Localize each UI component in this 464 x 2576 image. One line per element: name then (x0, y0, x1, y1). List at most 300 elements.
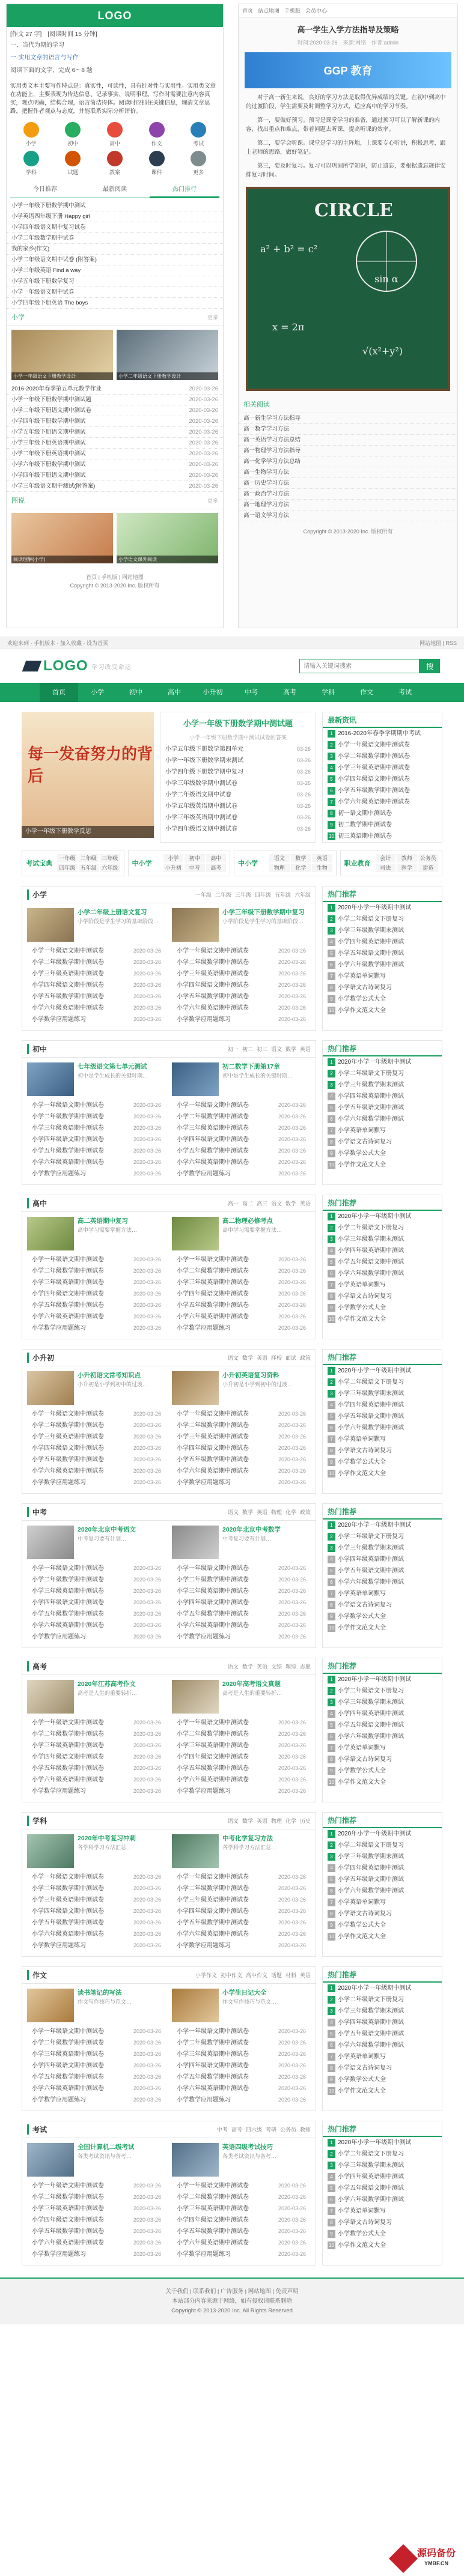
hot-item[interactable] (323, 1211, 442, 1222)
list-item[interactable] (27, 1717, 166, 1729)
list-item[interactable] (172, 1157, 311, 1168)
list-item[interactable] (172, 1145, 311, 1157)
subnav-link[interactable]: 数学 (242, 1509, 253, 1515)
quick-link[interactable]: 生物 (312, 864, 332, 872)
featured-item[interactable] (172, 1062, 311, 1096)
list-item[interactable] (172, 1014, 311, 1025)
list-item[interactable] (27, 1311, 166, 1323)
list-item[interactable] (172, 1894, 311, 1906)
featured-thumbnail[interactable] (172, 2143, 219, 2177)
list-item[interactable] (27, 1929, 166, 1940)
subnav-link[interactable]: 数学 (242, 1818, 253, 1824)
list-item[interactable] (172, 2180, 311, 2192)
list-item[interactable] (7, 287, 223, 298)
hot-item[interactable] (323, 1908, 442, 1920)
list-item[interactable] (27, 1563, 166, 1574)
subnav-link[interactable]: 语文 (227, 1664, 239, 1670)
list-item[interactable] (7, 470, 223, 481)
hot-item[interactable] (323, 1005, 442, 1016)
topbar-link[interactable]: 站点地图 (258, 8, 280, 14)
quick-link[interactable]: 三年级 (100, 854, 120, 862)
list-item[interactable] (27, 1477, 166, 1488)
subnav-link[interactable]: 语文 (270, 1201, 282, 1207)
hot-item[interactable] (323, 1291, 442, 1302)
list-item[interactable] (7, 416, 223, 427)
featured-item[interactable] (172, 1680, 311, 1714)
list-item[interactable] (172, 1431, 311, 1443)
news-item[interactable] (323, 774, 442, 785)
hot-item[interactable] (323, 1765, 442, 1777)
featured-thumbnail[interactable] (27, 1680, 74, 1714)
list-item[interactable] (172, 1311, 311, 1323)
list-item[interactable] (172, 1774, 311, 1786)
tab-recommend[interactable]: 今日推荐 (33, 186, 57, 193)
list-item[interactable] (172, 1631, 311, 1643)
list-item[interactable] (172, 2249, 311, 2260)
list-item[interactable] (27, 2071, 166, 2083)
featured-item[interactable] (27, 1834, 166, 1868)
hot-item[interactable] (323, 1268, 442, 1279)
hot-item[interactable] (323, 1302, 442, 1314)
list-item[interactable] (7, 459, 223, 470)
hot-item[interactable] (323, 1148, 442, 1159)
featured-thumbnail[interactable] (172, 908, 219, 942)
subnav-link[interactable]: 物理 (270, 1818, 282, 1824)
list-item[interactable] (7, 244, 223, 255)
hot-item[interactable] (323, 2205, 442, 2217)
list-item[interactable] (27, 1917, 166, 1929)
hot-item[interactable] (323, 2085, 442, 2097)
quick-link[interactable]: 四年级 (57, 864, 78, 872)
headline-title[interactable]: 小学一年级下册数学期中测试题 (183, 719, 293, 728)
list-item[interactable] (27, 2237, 166, 2249)
hot-item[interactable] (323, 1920, 442, 1931)
hot-item[interactable] (323, 1279, 442, 1291)
hot-item[interactable] (323, 1983, 442, 1994)
subnav-link[interactable]: 五年级 (274, 892, 291, 898)
nav-item[interactable]: 学科 (322, 689, 335, 696)
hero-slider[interactable] (22, 712, 154, 838)
related-item[interactable] (239, 446, 457, 456)
hot-item[interactable] (323, 2137, 442, 2148)
hot-item[interactable] (323, 1874, 442, 1885)
list-item[interactable] (27, 1431, 166, 1443)
quick-link[interactable]: 小升初 (163, 864, 184, 872)
subnav-link[interactable]: 英语 (256, 1509, 267, 1515)
list-item[interactable] (27, 1465, 166, 1477)
list-item[interactable] (27, 1100, 166, 1111)
nav-item[interactable]: 初中 (129, 689, 142, 696)
featured-item[interactable] (172, 1526, 311, 1559)
hot-item[interactable] (323, 1388, 442, 1399)
subnav-link[interactable]: 英语 (256, 1355, 267, 1361)
icon-grid-item[interactable] (177, 122, 219, 147)
hot-item[interactable] (323, 1125, 442, 1136)
quick-link[interactable]: 化学 (291, 864, 311, 872)
hot-item[interactable] (323, 1674, 442, 1685)
quick-link[interactable]: 五年级 (79, 864, 99, 872)
list-item[interactable] (172, 1100, 311, 1111)
list-item[interactable] (27, 2192, 166, 2203)
list-item[interactable] (172, 1563, 311, 1574)
news-item[interactable] (323, 762, 442, 774)
list-item[interactable] (27, 1586, 166, 1597)
hot-item[interactable] (323, 1068, 442, 1079)
list-item[interactable] (172, 1323, 311, 1334)
thumbnail[interactable] (117, 513, 218, 563)
featured-item[interactable] (27, 1371, 166, 1405)
subnav-link[interactable]: 二年级 (215, 892, 231, 898)
hot-item[interactable] (323, 2028, 442, 2040)
subnav-link[interactable]: 一年级 (195, 892, 212, 898)
hot-item[interactable] (323, 2051, 442, 2062)
list-item[interactable] (172, 1917, 311, 1929)
hot-item[interactable] (323, 2148, 442, 2160)
subnav-link[interactable]: 数学 (285, 1201, 296, 1207)
list-item[interactable] (172, 1454, 311, 1465)
quick-link[interactable]: 二年级 (79, 854, 99, 862)
quick-link[interactable]: 初中 (185, 854, 205, 862)
subnav-link[interactable]: 高三 (256, 1201, 267, 1207)
list-item[interactable] (27, 1443, 166, 1454)
related-item[interactable] (239, 500, 457, 511)
subnav-link[interactable]: 四年级 (254, 892, 271, 898)
list-item[interactable] (27, 1123, 166, 1134)
news-item[interactable] (323, 819, 442, 831)
hot-item[interactable] (323, 1102, 442, 1114)
list-item[interactable] (27, 1288, 166, 1300)
hot-item[interactable] (323, 1851, 442, 1862)
topbar-link[interactable]: 首页 (242, 8, 254, 14)
subnav-link[interactable]: 化学 (285, 1818, 296, 1824)
list-item[interactable] (172, 1620, 311, 1631)
quick-link[interactable]: 高中 (206, 854, 227, 862)
icon-grid-item[interactable] (10, 151, 52, 176)
list-item[interactable] (27, 1597, 166, 1608)
list-item[interactable] (172, 945, 311, 957)
subnav-link[interactable]: 英语 (299, 1201, 311, 1207)
news-item[interactable] (323, 831, 442, 842)
list-item[interactable] (172, 1254, 311, 1265)
list-item[interactable] (172, 1574, 311, 1586)
list-item[interactable] (172, 1477, 311, 1488)
list-item[interactable] (172, 1597, 311, 1608)
list-item[interactable] (27, 1871, 166, 1883)
list-item[interactable] (172, 968, 311, 980)
list-item[interactable] (172, 1300, 311, 1311)
hot-item[interactable] (323, 1697, 442, 1708)
list-item[interactable] (27, 1940, 166, 1951)
news-item[interactable] (323, 808, 442, 819)
list-item[interactable] (27, 1168, 166, 1180)
subnav-link[interactable]: 英语 (299, 1972, 311, 1978)
footer-links[interactable]: 关于我们 | 联系我们 | 广告服务 | 网站地图 | 免责声明 (165, 2288, 299, 2295)
featured-thumbnail[interactable] (172, 1834, 219, 1868)
list-item[interactable] (7, 222, 223, 233)
subnav-link[interactable]: 政策 (299, 1355, 311, 1361)
hot-item[interactable] (323, 2074, 442, 2085)
thumbnail[interactable] (11, 330, 113, 380)
featured-thumbnail[interactable] (27, 1834, 74, 1868)
subnav-link[interactable]: 三年级 (234, 892, 251, 898)
icon-grid-item[interactable] (10, 122, 52, 147)
hot-item[interactable] (323, 2194, 442, 2205)
hot-item[interactable] (323, 1079, 442, 1091)
list-item[interactable] (172, 1786, 311, 1797)
hot-item[interactable] (323, 1862, 442, 1874)
icon-grid-item[interactable] (136, 151, 178, 176)
quick-link[interactable]: 司法 (376, 864, 396, 872)
nav-item[interactable]: 高考 (283, 689, 296, 696)
hot-item[interactable] (323, 2228, 442, 2240)
subnav-link[interactable]: 历史 (299, 1818, 311, 1824)
subnav-link[interactable]: 英语 (256, 1664, 267, 1670)
subnav-link[interactable]: 高一 (227, 1201, 239, 1207)
featured-thumbnail[interactable] (172, 1217, 219, 1250)
list-item[interactable] (7, 481, 223, 492)
headline-item[interactable] (160, 778, 316, 789)
list-item[interactable] (7, 265, 223, 276)
list-item[interactable] (172, 1751, 311, 1763)
list-item[interactable] (7, 395, 223, 405)
icon-grid-item[interactable] (94, 122, 136, 147)
list-item[interactable] (7, 384, 223, 395)
list-item[interactable] (172, 1443, 311, 1454)
featured-thumbnail[interactable] (27, 2143, 74, 2177)
hot-item[interactable] (323, 2183, 442, 2194)
subnav-link[interactable]: 初二 (242, 1046, 253, 1052)
hot-item[interactable] (323, 2017, 442, 2028)
topbar-link[interactable]: 手机版 (284, 8, 301, 14)
subnav-link[interactable]: 语文 (227, 1818, 239, 1824)
quick-link[interactable]: 六年级 (100, 864, 120, 872)
subnav-link[interactable]: 教师 (299, 2127, 311, 2133)
list-item[interactable] (27, 2037, 166, 2049)
quick-link[interactable]: 一年级 (57, 854, 78, 862)
featured-thumbnail[interactable] (27, 908, 74, 942)
list-item[interactable] (172, 1871, 311, 1883)
hot-item[interactable] (323, 1365, 442, 1377)
list-item[interactable] (7, 233, 223, 244)
list-item[interactable] (27, 1014, 166, 1025)
list-item[interactable] (172, 980, 311, 991)
list-item[interactable] (172, 1608, 311, 1620)
hot-item[interactable] (323, 1411, 442, 1422)
nav-item[interactable]: 小升初 (203, 689, 223, 696)
list-item[interactable] (27, 1763, 166, 1774)
subnav-link[interactable]: 志愿 (299, 1664, 311, 1670)
hot-item[interactable] (323, 2040, 442, 2051)
quick-link[interactable]: 英语 (312, 854, 332, 862)
list-item[interactable] (172, 1265, 311, 1277)
featured-thumbnail[interactable] (27, 1217, 74, 1250)
hot-item[interactable] (323, 1091, 442, 1102)
list-item[interactable] (7, 211, 223, 222)
list-item[interactable] (27, 1300, 166, 1311)
list-item[interactable] (172, 1586, 311, 1597)
list-item[interactable] (172, 1906, 311, 1917)
subnav-link[interactable]: 数学 (242, 1664, 253, 1670)
list-item[interactable] (27, 1786, 166, 1797)
list-item[interactable] (27, 1774, 166, 1786)
featured-thumbnail[interactable] (172, 1062, 219, 1096)
list-item[interactable] (27, 1906, 166, 1917)
news-item[interactable] (323, 739, 442, 751)
nav-item[interactable]: 考试 (398, 689, 412, 696)
list-item[interactable] (27, 1145, 166, 1157)
subnav-link[interactable]: 文综 (270, 1664, 282, 1670)
featured-thumbnail[interactable] (27, 1062, 74, 1096)
link[interactable]: 一·实用文章的语言与写作 (10, 55, 79, 61)
hot-item[interactable] (323, 1234, 442, 1245)
list-item[interactable] (172, 2226, 311, 2237)
hot-item[interactable] (323, 1931, 442, 1942)
list-item[interactable] (172, 991, 311, 1002)
hot-item[interactable] (323, 2005, 442, 2017)
list-item[interactable] (172, 1883, 311, 1894)
featured-thumbnail[interactable] (27, 1371, 74, 1405)
hot-item[interactable] (323, 1554, 442, 1565)
list-item[interactable] (172, 1420, 311, 1431)
featured-item[interactable] (172, 1371, 311, 1405)
nav-item[interactable]: 小学 (91, 689, 104, 696)
hot-item[interactable] (323, 1565, 442, 1577)
list-item[interactable] (172, 2094, 311, 2106)
subnav-link[interactable]: 高二 (242, 1201, 253, 1207)
hot-item[interactable] (323, 1314, 442, 1325)
hot-item[interactable] (323, 1754, 442, 1765)
list-item[interactable] (27, 1157, 166, 1168)
list-item[interactable] (172, 2214, 311, 2226)
subnav-link[interactable]: 考研 (265, 2127, 276, 2133)
subnav-link[interactable]: 数学 (285, 1046, 296, 1052)
hot-item[interactable] (323, 925, 442, 936)
hot-item[interactable] (323, 982, 442, 993)
hot-item[interactable] (323, 1256, 442, 1268)
hot-item[interactable] (323, 1611, 442, 1622)
tab-latest[interactable]: 最新阅读 (103, 186, 127, 193)
list-item[interactable] (27, 1894, 166, 1906)
hot-item[interactable] (323, 1777, 442, 1788)
related-item[interactable] (239, 435, 457, 446)
hot-item[interactable] (323, 1245, 442, 1256)
hot-item[interactable] (323, 1399, 442, 1411)
list-item[interactable] (27, 1002, 166, 1014)
search-input[interactable] (299, 659, 420, 673)
headline-item[interactable] (160, 823, 316, 835)
search-button[interactable]: 搜 (420, 659, 440, 673)
quick-link[interactable]: 公务员 (418, 854, 439, 862)
hot-item[interactable] (323, 1577, 442, 1588)
list-item[interactable] (172, 1717, 311, 1729)
list-item[interactable] (172, 1408, 311, 1420)
hot-item[interactable] (323, 1599, 442, 1611)
article-banner[interactable] (245, 52, 451, 88)
subnav-link[interactable]: 英语 (256, 1818, 267, 1824)
list-item[interactable] (27, 2226, 166, 2237)
hot-item[interactable] (323, 1720, 442, 1731)
subnav-link[interactable]: 语文 (227, 1355, 239, 1361)
featured-item[interactable] (27, 1062, 166, 1096)
related-item[interactable] (239, 467, 457, 478)
nav-item[interactable]: 首页 (40, 683, 78, 702)
hot-item[interactable] (323, 2240, 442, 2251)
subnav-link[interactable]: 理综 (285, 1664, 296, 1670)
hot-item[interactable] (323, 1456, 442, 1468)
featured-item[interactable] (172, 908, 311, 942)
list-item[interactable] (172, 1288, 311, 1300)
thumbnail[interactable] (117, 330, 218, 380)
list-item[interactable] (172, 2060, 311, 2071)
list-item[interactable] (27, 2060, 166, 2071)
hot-item[interactable] (323, 936, 442, 948)
hot-item[interactable] (323, 1114, 442, 1125)
list-item[interactable] (27, 1729, 166, 1740)
list-item[interactable] (27, 1277, 166, 1288)
list-item[interactable] (172, 2071, 311, 2083)
subnav-link[interactable]: 择校 (270, 1355, 282, 1361)
thumbnail[interactable] (11, 513, 113, 563)
quick-link[interactable]: 高考 (206, 864, 227, 872)
subnav-link[interactable]: 小学作文 (195, 1972, 217, 1978)
hot-item[interactable] (323, 2160, 442, 2171)
list-item[interactable] (27, 2214, 166, 2226)
subnav-link[interactable]: 高中作文 (245, 1972, 267, 1978)
list-item[interactable] (172, 957, 311, 968)
list-item[interactable] (172, 1002, 311, 1014)
related-item[interactable] (239, 413, 457, 424)
related-item[interactable] (239, 478, 457, 489)
headline-item[interactable] (160, 755, 316, 766)
list-item[interactable] (27, 1631, 166, 1643)
subnav-link[interactable]: 高考 (231, 2127, 242, 2133)
list-item[interactable] (172, 2049, 311, 2060)
subnav-link[interactable]: 话题 (270, 1972, 282, 1978)
list-item[interactable] (27, 980, 166, 991)
hot-item[interactable] (323, 1422, 442, 1434)
list-item[interactable] (172, 2237, 311, 2249)
featured-thumbnail[interactable] (172, 1371, 219, 1405)
hot-item[interactable] (323, 1897, 442, 1908)
news-item[interactable] (323, 751, 442, 762)
list-item[interactable] (27, 1883, 166, 1894)
list-item[interactable] (7, 298, 223, 309)
hot-item[interactable] (323, 2217, 442, 2228)
quick-link[interactable]: 建造 (418, 864, 439, 872)
hot-item[interactable] (323, 1377, 442, 1388)
list-item[interactable] (7, 449, 223, 459)
list-item[interactable] (27, 2203, 166, 2214)
featured-thumbnail[interactable] (172, 1989, 219, 2022)
list-item[interactable] (172, 2203, 311, 2214)
featured-item[interactable] (27, 908, 166, 942)
related-item[interactable] (239, 489, 457, 500)
hot-item[interactable] (323, 1742, 442, 1754)
featured-item[interactable] (172, 1989, 311, 2022)
hot-item[interactable] (323, 1520, 442, 1531)
list-item[interactable] (27, 1751, 166, 1763)
list-item[interactable] (7, 276, 223, 287)
quick-link[interactable]: 医学 (397, 864, 417, 872)
quick-link[interactable]: 语文 (269, 854, 290, 862)
subnav-link[interactable]: 语文 (270, 1046, 282, 1052)
subnav-link[interactable]: 政策 (299, 1509, 311, 1515)
list-item[interactable] (7, 438, 223, 449)
hot-item[interactable] (323, 1685, 442, 1697)
subnav-link[interactable]: 语文 (227, 1509, 239, 1515)
list-item[interactable] (27, 2094, 166, 2106)
list-item[interactable] (7, 427, 223, 438)
